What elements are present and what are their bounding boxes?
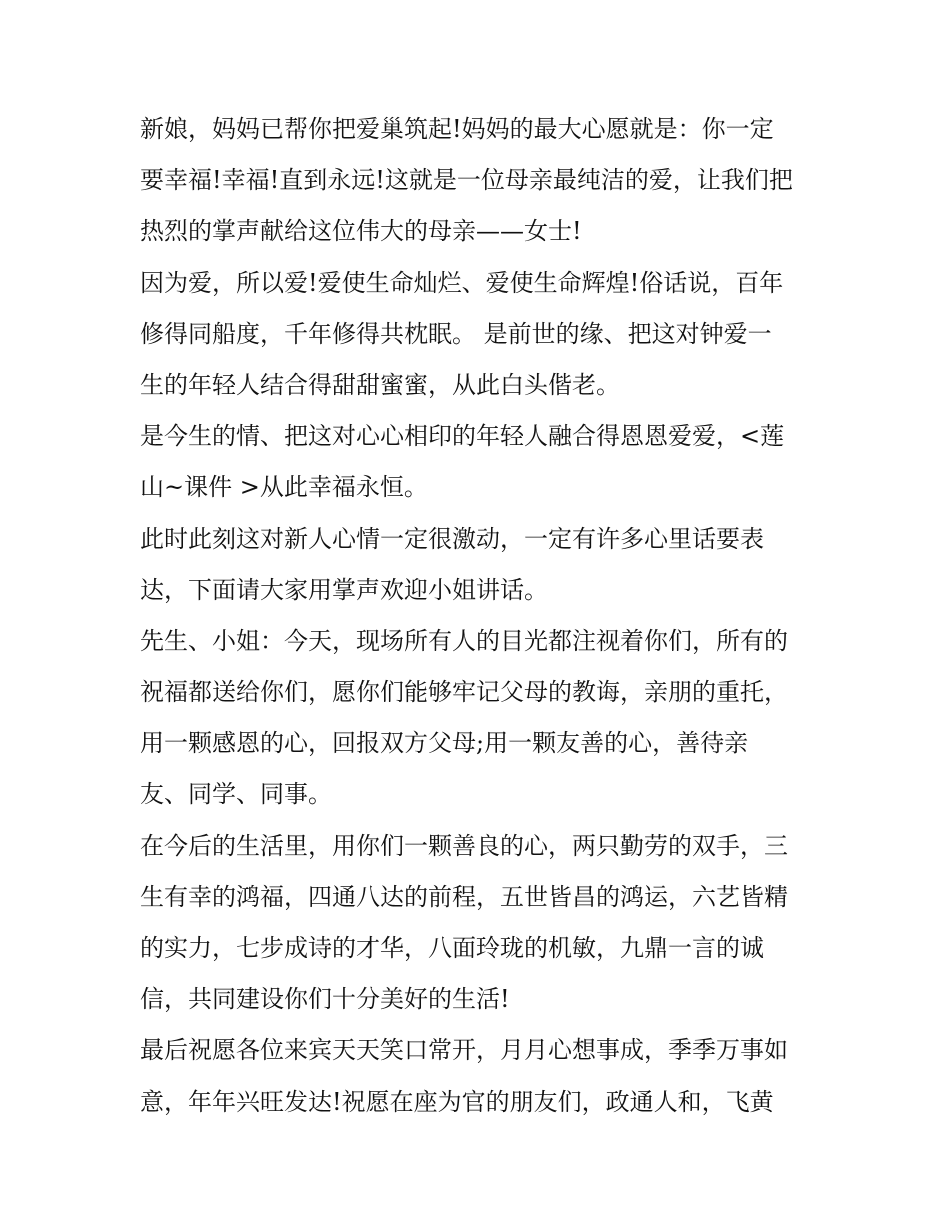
paragraph-4 [140, 514, 812, 616]
text-line: 修得同船度，千年修得共枕眠。 是前世的缘、把这对钟爱一 [140, 319, 772, 348]
paragraph-1 [140, 104, 812, 258]
text-line: 生有幸的鸿福，四通八达的前程，五世皆昌的鸿运，六艺皆精 [140, 882, 788, 911]
text-line: 是今生的情、把这对心心相印的年轻人融合得恩恩爱爱，<莲 [140, 422, 785, 451]
text-line: 生的年轻人结合得甜甜蜜蜜，从此白头偕老。 [140, 370, 620, 399]
text-line: 山~课件 >从此幸福永恒。 [140, 473, 428, 502]
text-line: 此时此刻这对新人心情一定很激动，一定有许多心里话要表 [140, 524, 764, 553]
paragraph-6 [140, 821, 812, 1026]
text-line: 祝福都送给你们，愿你们能够牢记父母的教诲，亲朋的重托， [140, 678, 788, 707]
text-line: 新娘，妈妈已帮你把爱巢筑起!妈妈的最大心愿就是：你一定 [140, 115, 774, 143]
paragraph-3 [140, 411, 812, 513]
text-line: 先生、小姐：今天，现场所有人的目光都注视着你们，所有的 [140, 626, 788, 655]
paragraph-2 [140, 258, 812, 412]
text-line: 意，年年兴旺发达!祝愿在座为官的朋友们，政通人和，飞黄 [140, 1087, 774, 1116]
text-line: 在今后的生活里，用你们一颗善良的心，两只勤劳的双手，三 [140, 831, 788, 860]
paragraph-7 [140, 1025, 812, 1127]
text-line: 用一颗感恩的心，回报双方父母;用一颗友善的心，善待亲 [140, 729, 749, 758]
text-line: 友、同学、同事。 [140, 780, 332, 809]
text-line: 最后祝愿各位来宾天天笑口常开，月月心想事成，季季万事如 [140, 1036, 788, 1065]
text-line: 信，共同建设你们十分美好的生活! [140, 985, 510, 1014]
text-line: 要幸福!幸福!直到永远!这就是一位母亲最纯洁的爱，让我们把 [140, 166, 793, 195]
text-line: 热烈的掌声献给这位伟大的母亲——女士! [140, 217, 582, 246]
text-line: 的实力，七步成诗的才华，八面玲珑的机敏，九鼎一言的诚 [140, 934, 764, 962]
paragraph-5 [140, 616, 812, 821]
text-line: 因为爱，所以爱!爱使生命灿烂、爱使生命辉煌!俗话说，百年 [140, 268, 784, 297]
document-body [140, 104, 812, 1128]
text-line: 达，下面请大家用掌声欢迎小姐讲话。 [140, 575, 548, 604]
